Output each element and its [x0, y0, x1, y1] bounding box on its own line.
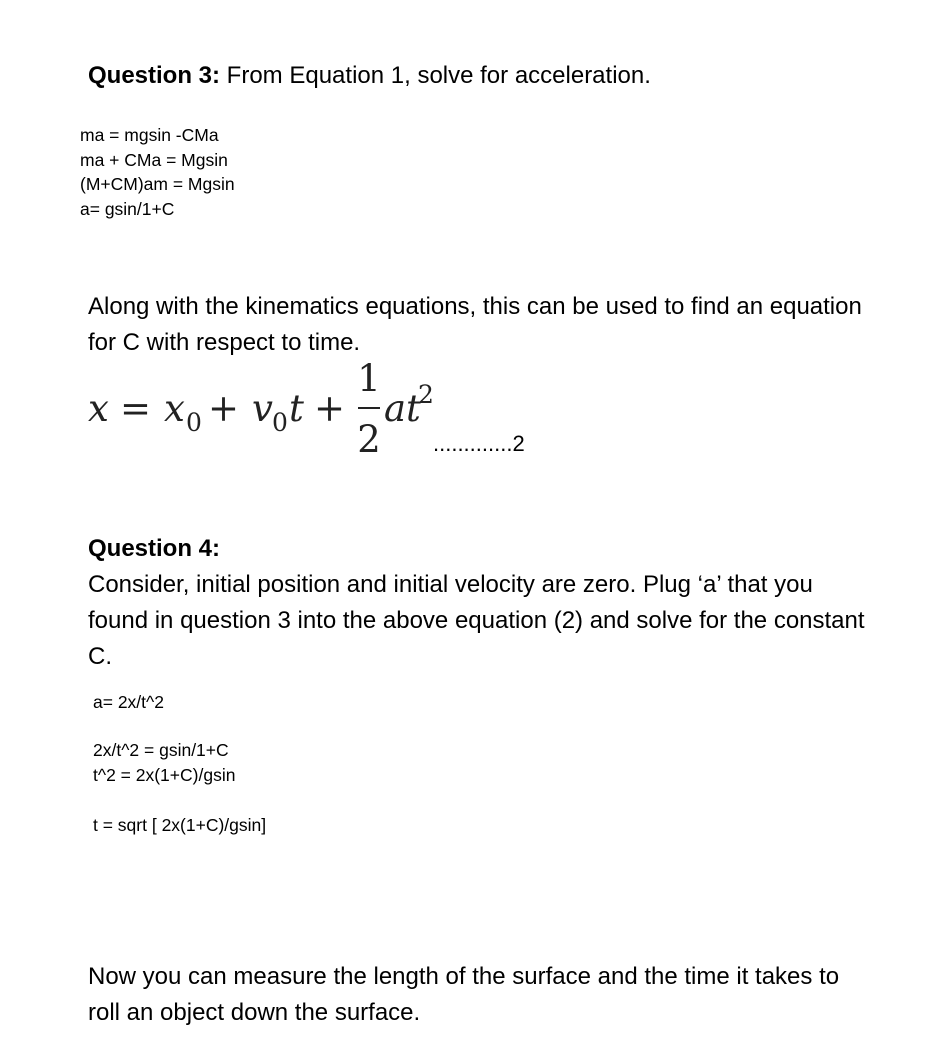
question-4-result: t = sqrt [ 2x(1+C)/gsin]: [93, 815, 267, 835]
equation-v0-subscript: 0: [272, 408, 288, 437]
question-3-heading: [88, 60, 651, 92]
equation-fraction-numerator: 1: [357, 357, 381, 400]
equation-v0-variable: v: [252, 387, 273, 430]
equation-number: .............2: [433, 431, 525, 456]
question-4-work: [93, 738, 235, 787]
equation-equals-sign: =: [120, 387, 152, 430]
equation-time: t: [406, 387, 421, 430]
work-line: 2x/t^2 = gsin/1+C: [93, 740, 229, 760]
equation-fraction-denominator: 2: [357, 418, 381, 461]
work-line: ma = mgsin -CMa: [80, 125, 219, 145]
question-4-block: [88, 531, 878, 675]
equation-acceleration: a: [384, 387, 407, 430]
question-3-prompt: From Equation 1, solve for acceleration.: [220, 62, 651, 89]
kinematics-paragraph: Along with the kinematics equations, this can be used to find an equation for C with respect to time.: [88, 293, 862, 356]
work-line: (M+CM)am = Mgsin: [80, 174, 235, 195]
equation-exponent: 2: [418, 380, 434, 409]
kinematics-equation: [86, 355, 586, 465]
equation-v0-time: t: [289, 387, 304, 430]
work-line: a= gsin/1+C: [80, 198, 175, 219]
equation-x0-variable: x: [164, 387, 185, 430]
equation-x0-subscript: 0: [186, 408, 202, 437]
work-line: ma + CMa = Mgsin: [80, 149, 228, 170]
equation-plus-sign: +: [314, 387, 346, 430]
closing-paragraph: Now you can measure the length of the surface and the time it takes to roll an object down the surface.: [88, 963, 840, 1026]
equation-lhs: x: [88, 387, 109, 430]
question-4-acceleration-line: a= 2x/t^2: [93, 692, 164, 712]
equation-plus-sign: +: [208, 387, 240, 430]
question-4-body: Consider, initial position and initial velocity are zero. Plug ‘a’ that you found in question 3 into the above equation (2) and solve for the constant C.: [88, 571, 865, 670]
question-3-work: [80, 123, 235, 221]
question-3-label: Question 3:: [88, 62, 221, 89]
work-line: t^2 = 2x(1+C)/gsin: [93, 764, 236, 785]
question-4-label: Question 4:: [88, 535, 221, 562]
